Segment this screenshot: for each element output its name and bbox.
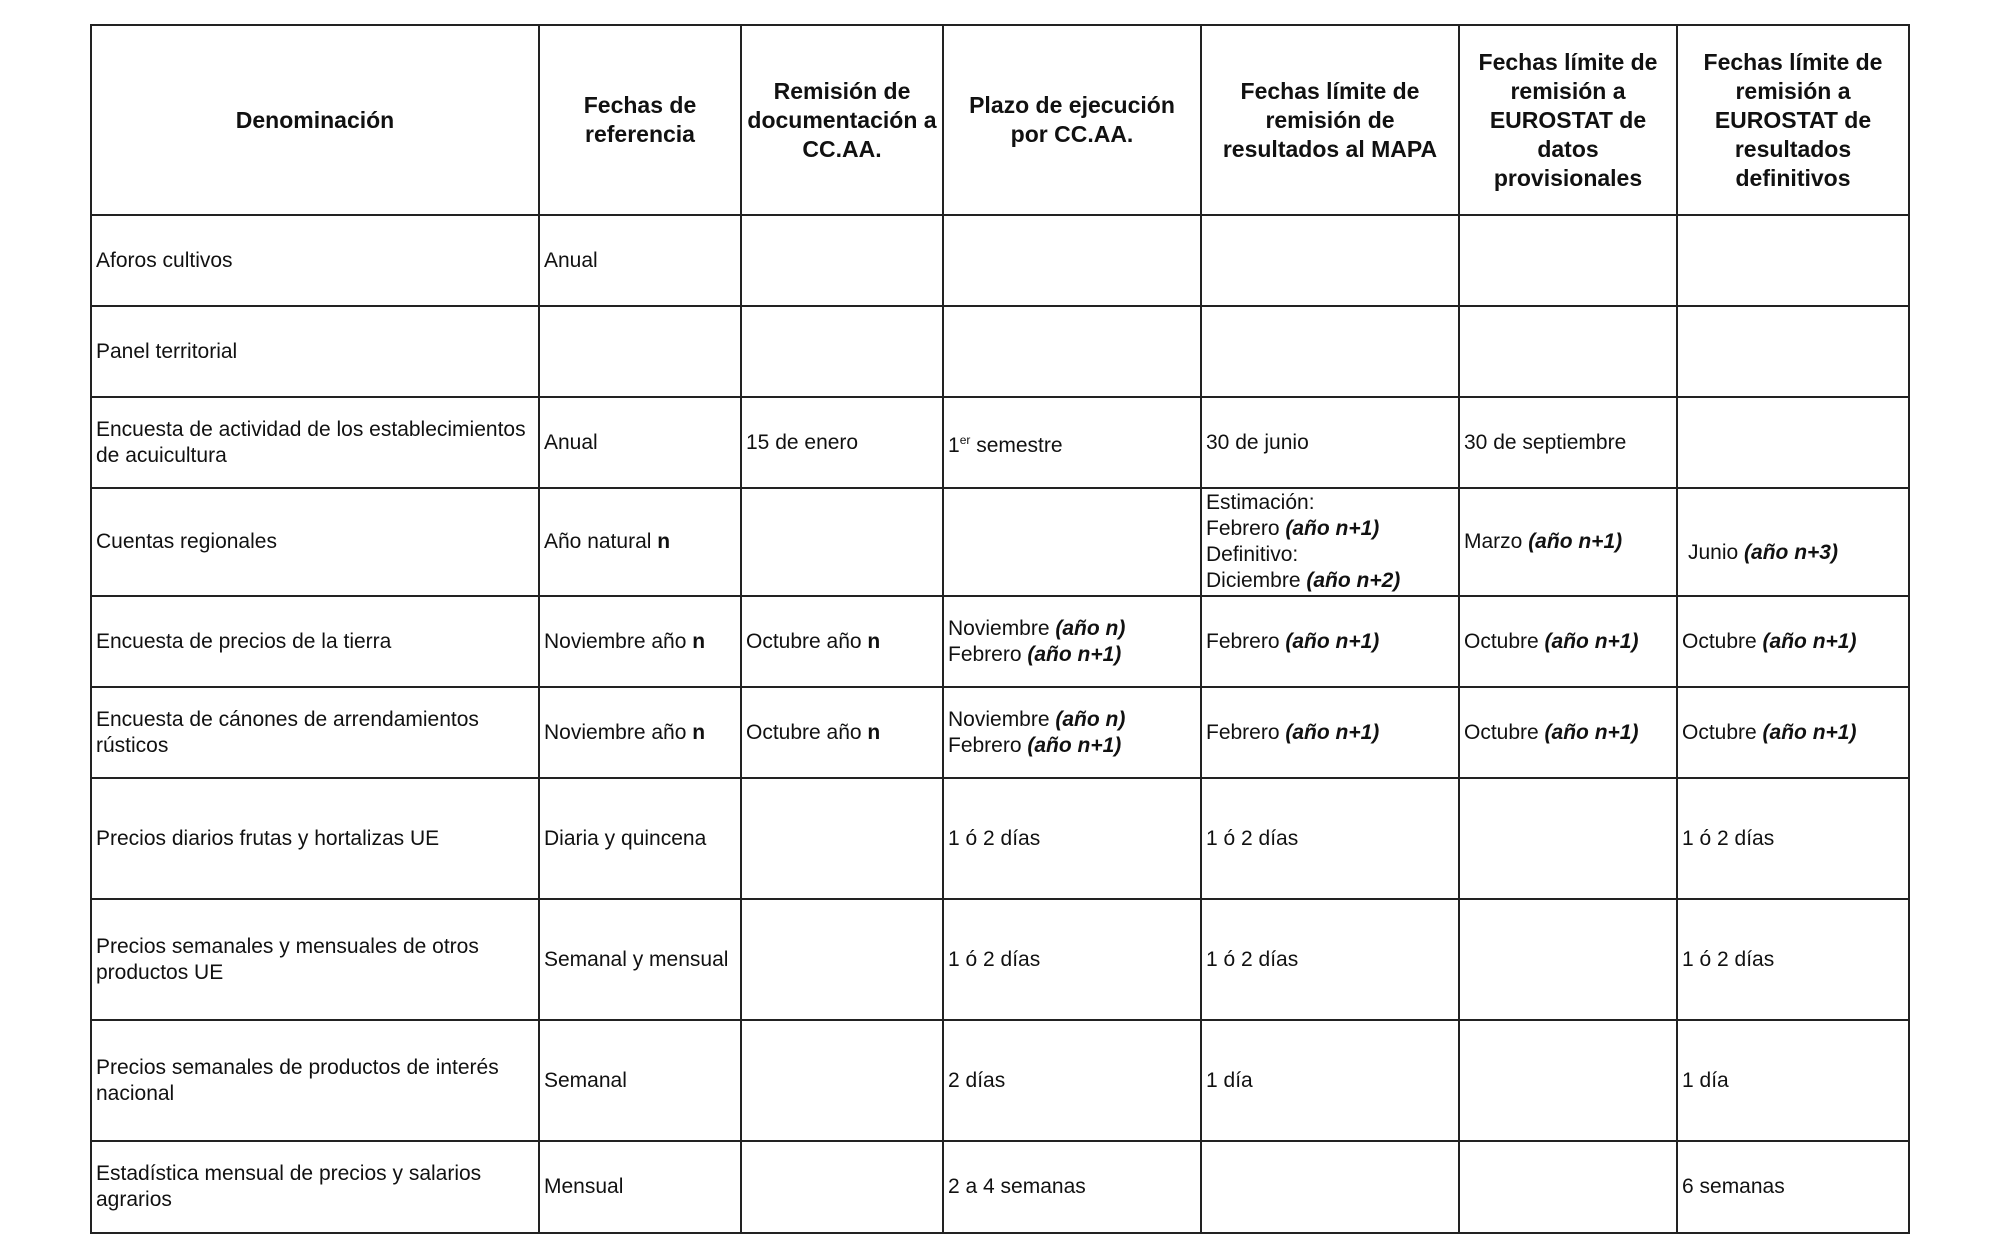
cell-eurostat-definitivos (1677, 306, 1909, 397)
cell-eurostat-definitivos (1677, 488, 1909, 596)
cell-remision-documentacion: 15 de enero (741, 397, 943, 488)
plazo-month: Febrero (948, 733, 1028, 757)
cell-remision-documentacion (741, 1141, 943, 1233)
cell-fechas-mapa: 1 ó 2 días (1201, 899, 1459, 1020)
def-year: (año n+1) (1762, 720, 1857, 744)
cell-plazo-ejecucion: 1 ó 2 días (943, 899, 1201, 1020)
mapa-month: Febrero (1206, 629, 1286, 653)
doc-year-n: n (867, 629, 881, 653)
plazo-line-1 (948, 616, 1196, 642)
row-name: Cuentas regionales (91, 488, 539, 596)
plazo-month: Noviembre (948, 707, 1056, 731)
row-name: Encuesta de precios de la tierra (91, 596, 539, 687)
row-name: Precios semanales y mensuales de otros productos UE (91, 899, 539, 1020)
mapa-line-1: Estimación: (1206, 491, 1315, 514)
cell-eurostat-definitivos: 1 ó 2 días (1677, 899, 1909, 1020)
cell-eurostat-provisionales (1459, 596, 1677, 687)
mapa-year: (año n+1) (1285, 517, 1380, 540)
mapa-month: Diciembre (1206, 569, 1307, 592)
cell-eurostat-provisionales (1459, 778, 1677, 899)
mapa-line-2 (1206, 516, 1454, 542)
header-denominacion: Denominación (91, 25, 539, 215)
mapa-year: (año n+2) (1306, 569, 1401, 592)
table-row (91, 778, 1909, 899)
table-row (91, 1141, 1909, 1233)
row-name: Encuesta de cánones de arrendamientos rústicos (91, 687, 539, 778)
cell-eurostat-definitivos: 1 ó 2 días (1677, 778, 1909, 899)
row-name: Precios semanales de productos de interés nacional (91, 1020, 539, 1141)
cell-fechas-referencia (539, 596, 741, 687)
ref-year-n: n (692, 629, 706, 653)
cell-fechas-referencia: Semanal (539, 1020, 741, 1141)
cell-remision-documentacion (741, 488, 943, 596)
prov-year: (año n+1) (1528, 530, 1623, 553)
header-fechas-referencia: Fechas de referencia (539, 25, 741, 215)
cell-fechas-mapa: 1 día (1201, 1020, 1459, 1141)
cell-eurostat-definitivos (1677, 397, 1909, 488)
header-row (91, 25, 1909, 215)
cell-eurostat-provisionales (1459, 1141, 1677, 1233)
cell-remision-documentacion (741, 596, 943, 687)
cell-fechas-referencia: Diaria y quincena (539, 778, 741, 899)
cell-fechas-mapa (1201, 687, 1459, 778)
cell-fechas-mapa (1201, 306, 1459, 397)
cell-remision-documentacion (741, 687, 943, 778)
cell-fechas-mapa: 30 de junio (1201, 397, 1459, 488)
cell-fechas-mapa: 1 ó 2 días (1201, 778, 1459, 899)
prov-month: Octubre (1464, 629, 1545, 653)
cell-eurostat-definitivos: 6 semanas (1677, 1141, 1909, 1233)
plazo-line-2 (948, 733, 1196, 759)
plazo-number: 1 (948, 433, 960, 457)
cell-fechas-referencia (539, 306, 741, 397)
mapa-month: Febrero (1206, 720, 1286, 744)
plazo-superscript: er (959, 432, 971, 447)
plazo-month: Febrero (948, 642, 1028, 666)
doc-year-n: n (867, 720, 881, 744)
cell-fechas-referencia: Semanal y mensual (539, 899, 741, 1020)
mapa-line-3: Definitivo: (1206, 543, 1299, 566)
cell-fechas-mapa (1201, 1141, 1459, 1233)
mapa-year: (año n+1) (1285, 629, 1380, 653)
prov-year: (año n+1) (1544, 629, 1639, 653)
ref-year-n: n (657, 530, 671, 553)
table-row (91, 306, 1909, 397)
cell-eurostat-provisionales (1459, 306, 1677, 397)
mapa-line-4 (1206, 568, 1454, 594)
cell-plazo-ejecucion (943, 215, 1201, 306)
row-name: Panel territorial (91, 306, 539, 397)
row-name: Precios diarios frutas y hortalizas UE (91, 778, 539, 899)
cell-eurostat-provisionales (1459, 215, 1677, 306)
plazo-year: (año n) (1055, 616, 1126, 640)
prov-month: Octubre (1464, 720, 1545, 744)
row-name: Aforos cultivos (91, 215, 539, 306)
cell-plazo-ejecucion (943, 687, 1201, 778)
cell-fechas-mapa (1201, 596, 1459, 687)
cell-eurostat-provisionales (1459, 488, 1677, 596)
cell-eurostat-definitivos (1677, 596, 1909, 687)
cell-plazo-ejecucion: 2 a 4 semanas (943, 1141, 1201, 1233)
def-month: Octubre (1682, 629, 1763, 653)
table-row (91, 596, 1909, 687)
ref-text: Noviembre año (544, 629, 693, 653)
cell-fechas-mapa (1201, 215, 1459, 306)
cell-eurostat-provisionales (1459, 1020, 1677, 1141)
def-year: (año n+1) (1762, 629, 1857, 653)
cell-remision-documentacion (741, 215, 943, 306)
cell-fechas-referencia (539, 687, 741, 778)
plazo-line-1 (948, 707, 1196, 733)
cell-fechas-mapa (1201, 488, 1459, 596)
def-month: Octubre (1682, 720, 1763, 744)
ref-text: Año natural (544, 530, 658, 553)
plazo-text: semestre (970, 433, 1063, 457)
mapa-month: Febrero (1206, 517, 1286, 540)
row-name: Estadística mensual de precios y salarios agrarios (91, 1141, 539, 1233)
plazo-year: (año n) (1055, 707, 1126, 731)
row-name: Encuesta de actividad de los establecimientos de acuicultura (91, 397, 539, 488)
cell-plazo-ejecucion (943, 488, 1201, 596)
cell-eurostat-provisionales (1459, 687, 1677, 778)
def-year: (año n+3) (1744, 541, 1838, 564)
table-row (91, 215, 1909, 306)
cell-plazo-ejecucion (943, 596, 1201, 687)
plazo-month: Noviembre (948, 616, 1056, 640)
cell-plazo-ejecucion (943, 397, 1201, 488)
doc-text: Octubre año (746, 720, 868, 744)
doc-text: Octubre año (746, 629, 868, 653)
cell-fechas-referencia: Anual (539, 397, 741, 488)
ref-text: Noviembre año (544, 720, 693, 744)
plazo-line-2 (948, 642, 1196, 668)
cell-plazo-ejecucion (943, 306, 1201, 397)
schedule-table (90, 24, 1910, 1234)
cell-remision-documentacion (741, 899, 943, 1020)
cell-remision-documentacion (741, 778, 943, 899)
cell-plazo-ejecucion: 1 ó 2 días (943, 778, 1201, 899)
header-eurostat-definitivos: Fechas límite de remisión a EUROSTAT de resultados definitivos (1677, 25, 1909, 215)
table-row (91, 899, 1909, 1020)
cell-eurostat-provisionales (1459, 899, 1677, 1020)
table-row (91, 397, 1909, 488)
prov-month: Marzo (1464, 530, 1529, 553)
header-remision-documentacion: Remisión de documentación a CC.AA. (741, 25, 943, 215)
cell-fechas-referencia (539, 488, 741, 596)
cell-eurostat-definitivos: 1 día (1677, 1020, 1909, 1141)
def-month: Junio (1688, 541, 1745, 564)
cell-eurostat-definitivos (1677, 215, 1909, 306)
cell-fechas-referencia: Anual (539, 215, 741, 306)
cell-fechas-referencia: Mensual (539, 1141, 741, 1233)
header-eurostat-provisionales: Fechas límite de remisión a EUROSTAT de datos provisionales (1459, 25, 1677, 215)
cell-plazo-ejecucion: 2 días (943, 1020, 1201, 1141)
table-row (91, 1020, 1909, 1141)
cell-eurostat-provisionales: 30 de septiembre (1459, 397, 1677, 488)
prov-year: (año n+1) (1544, 720, 1639, 744)
plazo-year: (año n+1) (1027, 642, 1122, 666)
cell-eurostat-definitivos (1677, 687, 1909, 778)
header-plazo-ejecucion: Plazo de ejecución por CC.AA. (943, 25, 1201, 215)
header-fechas-mapa: Fechas límite de remisión de resultados al MAPA (1201, 25, 1459, 215)
table-row (91, 687, 1909, 778)
table-row (91, 488, 1909, 596)
cell-remision-documentacion (741, 1020, 943, 1141)
plazo-year: (año n+1) (1027, 733, 1122, 757)
mapa-year: (año n+1) (1285, 720, 1380, 744)
cell-remision-documentacion (741, 306, 943, 397)
ref-year-n: n (692, 720, 706, 744)
